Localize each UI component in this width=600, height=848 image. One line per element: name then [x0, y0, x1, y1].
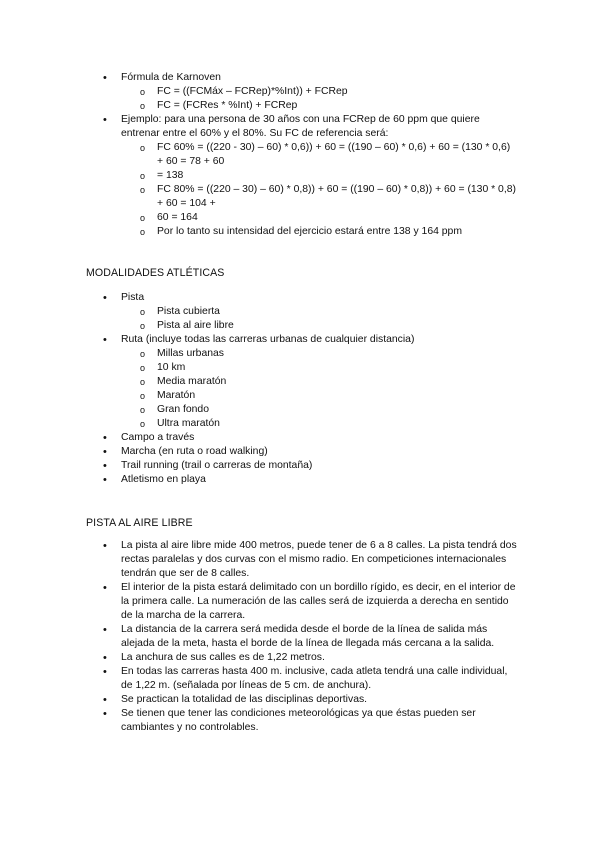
- sub-bullet: o: [140, 391, 146, 401]
- formula-1: FC = ((FCMáx – FCRep)*%Int)) + FCRep: [157, 86, 348, 97]
- sub-list-item: [0, 141, 517, 169]
- sub-item-text: 10 km: [157, 362, 186, 373]
- sub-bullet: o: [140, 363, 146, 373]
- list-item: [0, 693, 517, 707]
- sub-item-text: Pista al aire libre: [157, 320, 234, 331]
- list-item: [0, 651, 517, 665]
- sub-bullet: o: [140, 87, 146, 97]
- item-text: Trail running (trail o carreras de montaña): [121, 460, 313, 471]
- bullet: •: [103, 334, 107, 346]
- sub-item-text: Gran fondo: [157, 404, 209, 415]
- karvonen-title: Fórmula de Karnoven: [121, 72, 221, 83]
- bullet: •: [103, 446, 107, 458]
- bullet: •: [103, 624, 107, 636]
- bullet: •: [103, 666, 107, 678]
- example-step: 60 = 164: [157, 212, 198, 223]
- sub-list-item: [0, 319, 517, 333]
- list-item: [0, 113, 517, 141]
- sub-list-item: [0, 305, 517, 319]
- sub-bullet: o: [140, 377, 146, 387]
- item-text: La distancia de la carrera será medida desde el borde de la línea de salida más alejada de la meta, hasta el borde de la línea de llegada más cercana a la salida.: [121, 624, 495, 649]
- sub-bullet: o: [140, 307, 146, 317]
- sub-list-item: [0, 183, 517, 211]
- bullet: •: [103, 72, 107, 84]
- bullet: •: [103, 694, 107, 706]
- sub-bullet: o: [140, 419, 146, 429]
- sub-bullet: o: [140, 213, 146, 223]
- list-item: [0, 291, 517, 305]
- sub-list-item: [0, 403, 517, 417]
- sub-list-item: [0, 417, 517, 431]
- item-text: Se tienen que tener las condiciones meteorológicas ya que éstas pueden ser cambiantes y no controlables.: [121, 708, 476, 733]
- sub-list-item: [0, 347, 517, 361]
- sub-bullet: o: [140, 227, 146, 237]
- bullet: •: [103, 432, 107, 444]
- item-text: Se practican la totalidad de las disciplinas deportivas.: [121, 694, 368, 705]
- bullet: •: [103, 540, 107, 552]
- list-item: [0, 71, 517, 85]
- ruta-label: Ruta (incluye todas las carreras urbanas de cualquier distancia): [121, 334, 415, 345]
- sub-item-text: Media maratón: [157, 376, 227, 387]
- bullet: •: [103, 114, 107, 126]
- bullet: •: [103, 582, 107, 594]
- list-item: [0, 333, 517, 347]
- sub-bullet: o: [140, 405, 146, 415]
- pista-aire-heading: PISTA AL AIRE LIBRE: [86, 517, 193, 529]
- sub-list-item: [0, 361, 517, 375]
- example-step: FC 80% = ((220 – 30) – 60) * 0,8)) + 60 = ((190 – 60) * 0,8)) + 60 = (130 * 0,8) + 60 = 104 +: [157, 184, 516, 209]
- list-item: [0, 539, 517, 581]
- sub-bullet: o: [140, 143, 146, 153]
- bullet: •: [103, 652, 107, 664]
- list-item: [0, 431, 517, 445]
- sub-list-item: [0, 99, 517, 113]
- item-text: Marcha (en ruta o road walking): [121, 446, 268, 457]
- sub-item-text: Millas urbanas: [157, 348, 224, 359]
- sub-list-item: [0, 225, 517, 239]
- sub-bullet: o: [140, 321, 146, 331]
- karvonen-section: [0, 71, 600, 239]
- modalidades-heading: MODALIDADES ATLÉTICAS: [86, 267, 225, 279]
- item-text: Campo a través: [121, 432, 195, 443]
- list-item: [0, 623, 517, 651]
- sub-item-text: Maratón: [157, 390, 196, 401]
- bullet: •: [103, 292, 107, 304]
- item-text: La anchura de sus calles es de 1,22 metros.: [121, 652, 325, 663]
- sub-item-text: Ultra maratón: [157, 418, 220, 429]
- item-text: La pista al aire libre mide 400 metros, puede tener de 6 a 8 calles. La pista tendrá dos rectas paralelas y dos curvas con el mismo radio. En competiciones internacionales tendrán que ser de 8 calles.: [121, 540, 517, 579]
- sub-item-text: Pista cubierta: [157, 306, 220, 317]
- example-step: Por lo tanto su intensidad del ejercicio estará entre 138 y 164 ppm: [157, 226, 462, 237]
- list-item: [0, 473, 517, 487]
- example-step: = 138: [157, 170, 184, 181]
- item-text: En todas las carreras hasta 400 m. inclusive, cada atleta tendrá una calle individual, de 1,22 m. (señalada por líneas de 5 cm. de anchura).: [121, 666, 508, 691]
- sub-bullet: o: [140, 349, 146, 359]
- pista-label: Pista: [121, 292, 145, 303]
- sub-list-item: [0, 85, 517, 99]
- sub-bullet: o: [140, 185, 146, 195]
- sub-list-item: [0, 169, 517, 183]
- item-text: El interior de la pista estará delimitado con un bordillo rígido, es decir, en el interior de la primera calle. La numeración de las calles será de izquierda a derecha en sentido de la marcha de la carrera.: [121, 582, 516, 621]
- sub-list-item: [0, 375, 517, 389]
- list-item: [0, 707, 517, 735]
- sub-bullet: o: [140, 101, 146, 111]
- item-text: Atletismo en playa: [121, 474, 206, 485]
- example-step: FC 60% = ((220 - 30) – 60) * 0,6)) + 60 = ((190 – 60) * 0,6) + 60 = (130 * 0,6) + 60 = 78 + 60: [157, 142, 511, 167]
- sub-bullet: o: [140, 171, 146, 181]
- pista-aire-list: [0, 539, 600, 735]
- list-item: [0, 459, 517, 473]
- bullet: •: [103, 460, 107, 472]
- sub-list-item: [0, 211, 517, 225]
- list-item: [0, 665, 517, 693]
- sub-list-item: [0, 389, 517, 403]
- modalidades-list: [0, 291, 600, 487]
- bullet: •: [103, 708, 107, 720]
- formula-2: FC = (FCRes * %Int) + FCRep: [157, 100, 298, 111]
- example-text: Ejemplo: para una persona de 30 años con una FCRep de 60 ppm que quiere entrenar entre el 60% y el 80%. Su FC de referencia será:: [121, 114, 480, 139]
- bullet: •: [103, 474, 107, 486]
- list-item: [0, 581, 517, 623]
- list-item: [0, 445, 517, 459]
